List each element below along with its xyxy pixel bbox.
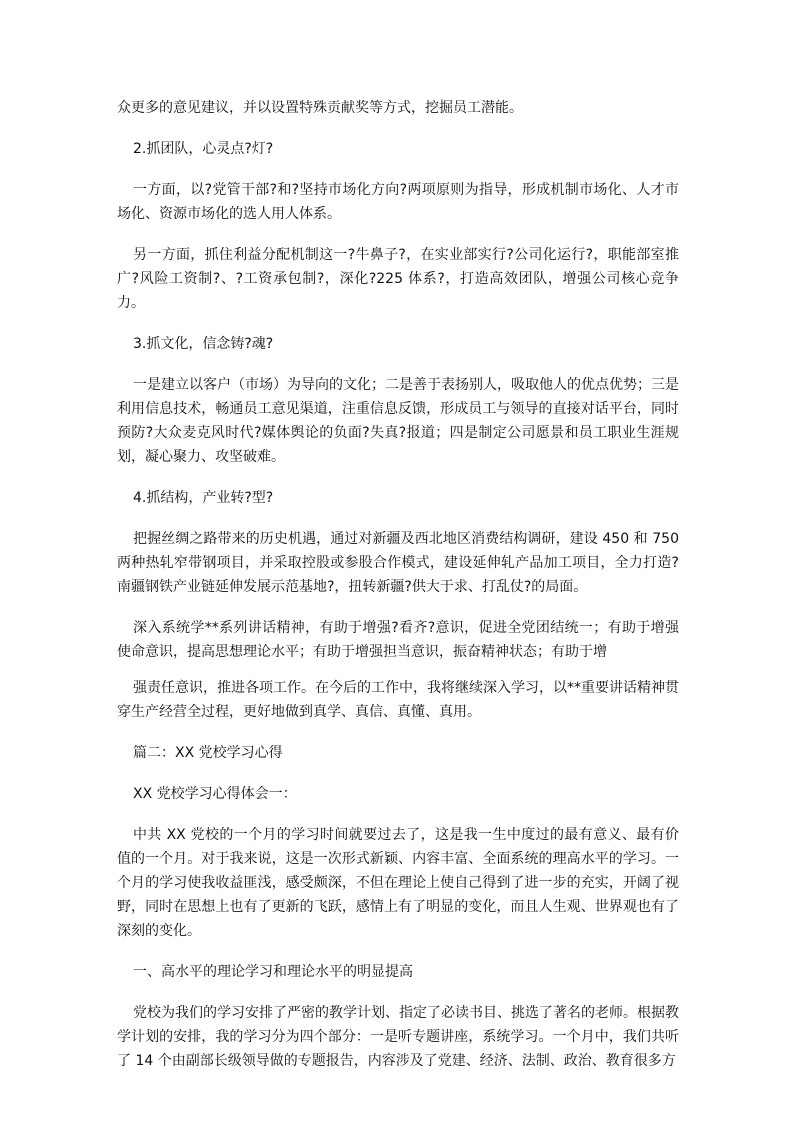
paragraph-team-two: 另一方面，抓住利益分配机制这一?牛鼻子?，在实业部实行?公司化运行?，职能部室推广?风险工资制?、?工资承包制?，深化?225 体系?，打造高效团队，增强公司核心竞争力。 xyxy=(117,247,679,311)
paragraph-structure: 把握丝绸之路带来的历史机遇，通过对新疆及西北地区消费结构调研，建设 450 和 750 两种热轧窄带钢项目，并采取控股或参股合作模式，建设延伸轧产品加工项目，全力打造?南疆钢铁产业链延伸发展示范基地?，扭转新疆?供大于求、打乱仗?的局面。 xyxy=(117,531,679,595)
paragraph-study-two: 强责任意识，推进各项工作。在今后的工作中，我将继续深入学习，以**重要讲话精神贯穿生产经营全过程，更好地做到真学、真信、真懂、真用。 xyxy=(117,680,679,720)
article-two-subtitle: XX 党校学习心得体会一： xyxy=(133,786,297,802)
paragraph-culture: 一是建立以客户（市场）为导向的文化；二是善于表扬别人，吸取他人的优点优势；三是利用信息技术，畅通员工意见渠道，注重信息反馈，形成员工与领导的直接对话平台，同时预防?大众麦克风时代?媒体舆论的负面?失真?报道；四是制定公司愿景和员工职业生涯规划，凝心聚力、攻坚破难。 xyxy=(117,377,679,465)
section-heading-culture: 3.抓文化，信念铸?魂? xyxy=(133,336,274,352)
paragraph-party-school-intro: 中共 XX 党校的一个月的学习时间就要过去了，这是我一生中度过的最有意义、最有价值的一个月。对于我来说，这是一次形式新颖、内容丰富、全面系统的理高水平的学习。一个月的学习使我收益匪浅，感受颇深，不但在理论上使自己得到了进一步的充实，开阔了视野，同时在思想上也有了更新的飞跃，感情上有了明显的变化，而且人生观、世界观也有了深刻的变化。 xyxy=(117,827,679,939)
paragraph-study-one: 深入系统学**系列讲话精神，有助于增强?看齐?意识，促进全党团结统一；有助于增强使命意识，提高思想理论水平；有助于增强担当意识，振奋精神状态；有助于增 xyxy=(117,620,679,660)
section-heading-theory: 一、高水平的理论学习和理论水平的明显提高 xyxy=(133,964,413,980)
paragraph-team-one: 一方面，以?党管干部?和?坚持市场化方向?两项原则为指导，形成机制市场化、人才市场化、资源市场化的选人用人体系。 xyxy=(117,182,679,222)
document-page xyxy=(117,96,679,1073)
section-heading-structure: 4.抓结构，产业转?型? xyxy=(133,490,274,506)
article-two-title: 篇二：XX 党校学习心得 xyxy=(133,745,283,761)
paragraph-teaching-plan: 党校为我们的学习安排了严密的教学计划、指定了必读书目、挑选了著名的老师。根据教学计划的安排，我的学习分为四个部分：一是听专题讲座，系统学习。一个月中，我们共听了 14 个由副部长级领导做的专题报告，内容涉及了党建、经济、法制、政治、教育很多方 xyxy=(117,1005,679,1069)
paragraph-continuation: 众更多的意见建议，并以设置特殊贡献奖等方式，挖掘员工潜能。 xyxy=(117,100,523,116)
section-heading-team: 2.抓团队，心灵点?灯? xyxy=(133,141,274,157)
